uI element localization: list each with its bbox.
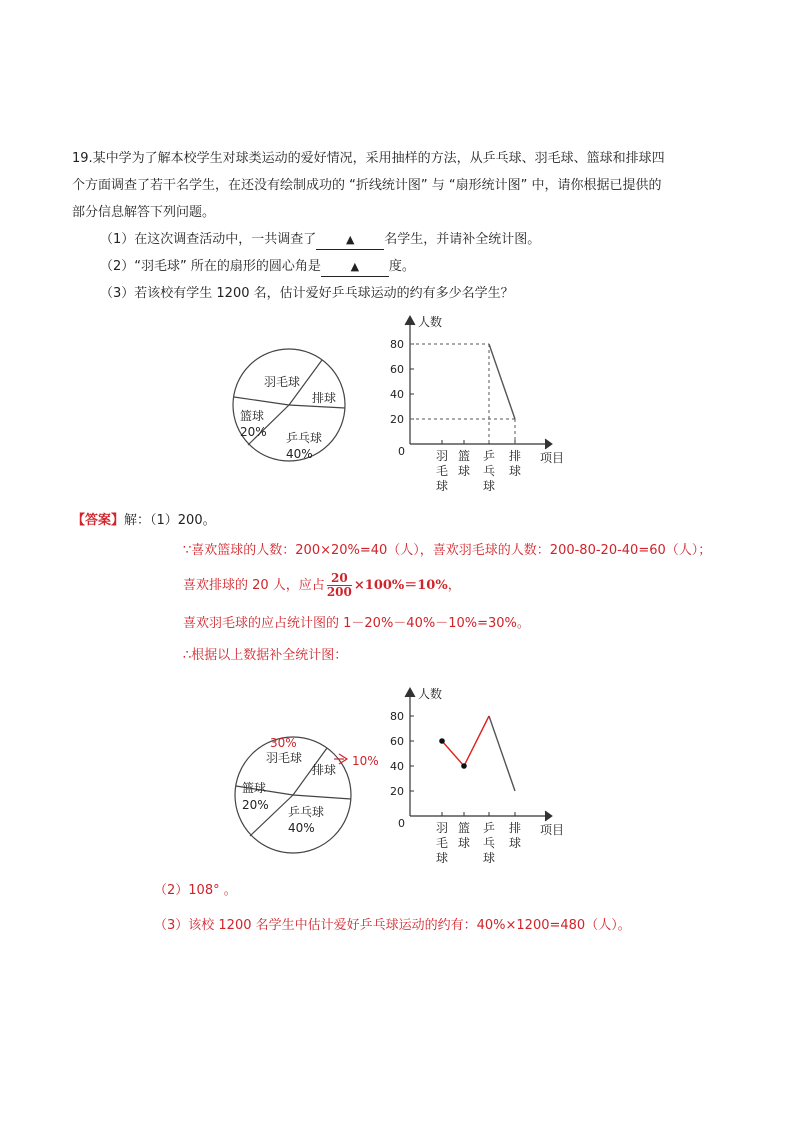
pie-label-basketball: 篮球 xyxy=(240,409,265,423)
pie-label-volleyball: 排球 xyxy=(312,763,337,777)
pie-label-pingpong: 乒乓球 xyxy=(286,431,323,445)
x-tick-label: 球 xyxy=(435,851,449,865)
question-3: （3）若该校有学生 1200 名，估计爱好乒乓球运动的约有多少名学生？ xyxy=(100,286,514,301)
y-axis-label: 人数 xyxy=(418,687,443,701)
question-line-3: 部分信息解答下列问题。 xyxy=(72,205,216,220)
step2-formula: ×100%＝10% xyxy=(353,578,448,593)
x-axis-arrow-icon xyxy=(545,439,552,449)
fraction xyxy=(327,572,352,599)
x-tick-label: 毛 xyxy=(435,836,449,850)
x-tick-label: 排 xyxy=(508,821,522,835)
answer-step-4: ∴根据以上数据补全统计图： xyxy=(183,648,348,663)
blank-triangle-icon: ▲ xyxy=(346,233,355,246)
step2-prefix: 喜欢排球的 20 人，应占 xyxy=(183,578,325,593)
pie-pct-basketball: 20% xyxy=(242,798,269,812)
question-1 xyxy=(100,231,540,250)
line-chart-answer xyxy=(360,682,580,868)
fraction-numerator: 20 xyxy=(327,572,352,586)
x-axis-label: 项目 xyxy=(540,823,565,837)
pie-pct-volleyball: 10% xyxy=(352,754,379,768)
answer-step-2 xyxy=(183,572,461,599)
y-tick-label: 40 xyxy=(390,760,404,773)
data-point xyxy=(439,738,445,744)
x-tick-label: 毛 xyxy=(435,464,449,478)
pie-label-badminton: 羽毛球 xyxy=(264,375,301,389)
x-tick-label: 排 xyxy=(508,449,522,463)
q1-suffix: 名学生，并请补全统计图。 xyxy=(384,232,541,247)
step2-end: ， xyxy=(447,578,461,593)
y-tick-label: 20 xyxy=(390,413,404,426)
series-line xyxy=(489,344,515,419)
x-tick-label: 球 xyxy=(508,464,522,478)
y-axis-arrow-icon xyxy=(405,688,415,697)
q2-blank xyxy=(321,258,389,277)
series-line xyxy=(442,716,489,766)
answer-step-3: 喜欢羽毛球的应占统计图的 1－20%－40%－10%=30%。 xyxy=(183,616,530,631)
pie-pct-pingpong: 40% xyxy=(286,447,313,461)
y-tick-label: 80 xyxy=(390,710,404,723)
pie-pct-pingpong: 40% xyxy=(288,821,315,835)
pie-pct-basketball: 20% xyxy=(240,425,267,439)
series-line xyxy=(489,716,515,791)
pie-pct-badminton: 30% xyxy=(270,736,297,750)
x-axis-arrow-icon xyxy=(545,811,552,821)
pie-label-basketball: 篮球 xyxy=(242,781,267,795)
x-tick-label: 球 xyxy=(435,479,449,493)
x-tick-label: 乓 xyxy=(482,836,496,850)
x-tick-label: 球 xyxy=(482,479,496,493)
pie-chart-question xyxy=(228,348,350,464)
question-line-1: 19.某中学为了解本校学生对球类运动的爱好情况，采用抽样的方法，从乒乓球、羽毛球、篮球和排球四 xyxy=(72,151,665,166)
x-tick-label: 羽 xyxy=(435,449,449,463)
question-line-2: 个方面调查了若干名学生，在还没有绘制成功的 “折线统计图” 与 “扇形统计图” 中，请你根据已提供的 xyxy=(72,178,662,193)
y-tick-label: 60 xyxy=(390,735,404,748)
y-tick-label: 80 xyxy=(390,338,404,351)
x-tick-label: 篮 xyxy=(457,449,471,463)
answer-step-1: ∵喜欢篮球的人数：200×20%=40（人），喜欢羽毛球的人数：200-80-20-40=60（人）； xyxy=(183,543,712,558)
x-tick-label: 乒 xyxy=(482,821,496,835)
fraction-denominator: 200 xyxy=(326,585,352,599)
y-axis-label: 人数 xyxy=(418,315,443,329)
x-tick-label: 球 xyxy=(457,836,471,850)
pie-label-pingpong: 乒乓球 xyxy=(288,805,325,819)
x-tick-label: 乓 xyxy=(482,464,496,478)
origin-label: 0 xyxy=(398,817,405,830)
y-axis-arrow-icon xyxy=(405,316,415,325)
answer-3: （3）该校 1200 名学生中估计爱好乒乓球运动的约有：40%×1200=480（人）。 xyxy=(154,918,631,933)
answer-tag: 【答案】 xyxy=(72,513,125,528)
pie-label-volleyball: 排球 xyxy=(312,391,337,405)
x-tick-label: 球 xyxy=(457,464,471,478)
answer-2: （2）108° 。 xyxy=(154,883,237,898)
x-tick-label: 乒 xyxy=(482,449,496,463)
pie-label-badminton: 羽毛球 xyxy=(266,751,303,765)
x-tick-label: 球 xyxy=(508,836,522,850)
x-tick-label: 羽 xyxy=(435,821,449,835)
answer-header xyxy=(72,512,216,530)
x-tick-label: 球 xyxy=(482,851,496,865)
answer-intro: 解：（1）200。 xyxy=(124,513,216,528)
q1-blank xyxy=(316,231,384,250)
y-tick-label: 60 xyxy=(390,363,404,376)
x-axis-label: 项目 xyxy=(540,451,565,465)
question-2 xyxy=(100,258,415,277)
q1-prefix: （1）在这次调查活动中，一共调查了 xyxy=(100,232,317,247)
y-tick-label: 20 xyxy=(390,785,404,798)
x-tick-label: 篮 xyxy=(457,821,471,835)
line-chart-question xyxy=(360,310,580,496)
q2-suffix: 度。 xyxy=(388,259,415,274)
origin-label: 0 xyxy=(398,445,405,458)
blank-triangle-icon: ▲ xyxy=(350,260,360,273)
data-point xyxy=(461,763,467,769)
q2-prefix: （2）“羽毛球” 所在的扇形的圆心角是 xyxy=(100,259,321,274)
y-tick-label: 40 xyxy=(390,388,404,401)
